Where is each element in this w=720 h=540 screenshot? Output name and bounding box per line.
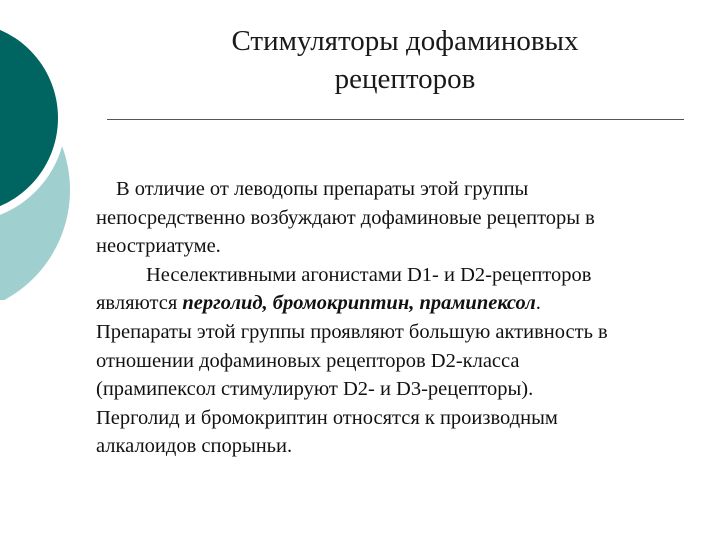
paragraph2-line3: Препараты этой группы проявляют большую активность в [96, 320, 608, 343]
title-line-1: Стимуляторы дофаминовых [231, 25, 579, 57]
slide-body [96, 175, 706, 461]
title-line-2: рецепторов [334, 63, 476, 95]
paragraph2-line2 [96, 289, 706, 318]
paragraph2-line7: алкалоидов спорыньи. [96, 435, 293, 458]
title-divider [107, 119, 684, 120]
line2-suffix: . [535, 292, 541, 315]
slide-title [150, 22, 660, 98]
paragraph2-line1: Неселективными агонистами D1- и D2-рецепторов [146, 263, 592, 286]
paragraph2-line6: Перголид и бромокриптин относятся к производным [96, 406, 558, 429]
paragraph2-line4: отношении дофаминовых рецепторов D2-класса [96, 349, 520, 372]
paragraph1-line2: непосредственно возбуждают дофаминовые рецепторы в [96, 206, 595, 229]
paragraph1-line3: неостриатуме. [96, 235, 221, 258]
paragraph2-line5: (прамипексол стимулируют D2- и D3-рецепторы). [96, 378, 534, 401]
decorative-circles [0, 0, 110, 300]
paragraph1-line1: В отличие от леводопы препараты этой группы [116, 178, 529, 200]
drug-names: перголид, бромокриптин, прамипексол [182, 292, 536, 315]
line2-prefix: являются [96, 292, 183, 315]
